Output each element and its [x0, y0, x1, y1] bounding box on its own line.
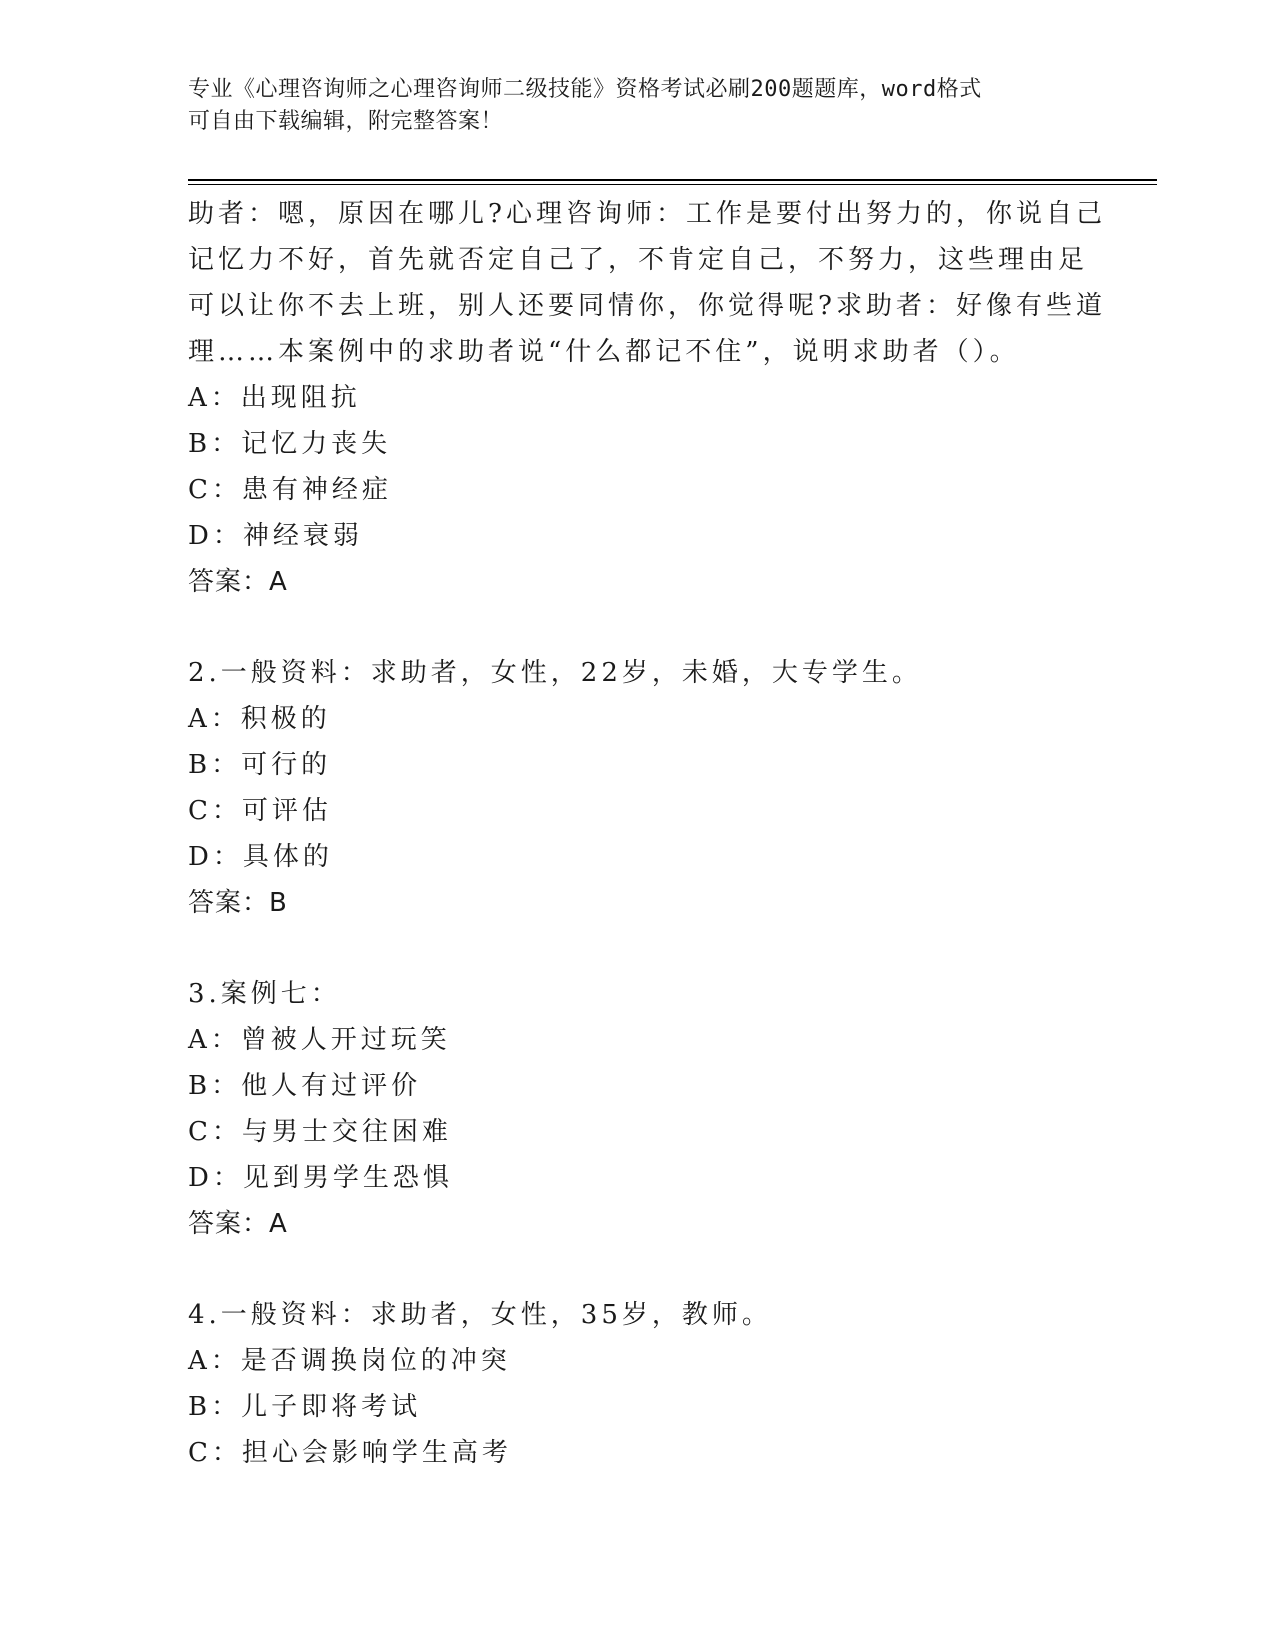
option-a: A：是否调换岗位的冲突	[188, 1346, 511, 1376]
option-a: A：出现阻抗	[188, 383, 361, 413]
header-divider-thin	[188, 184, 1157, 185]
option-c: C：患有神经症	[188, 475, 392, 505]
option-d: D：神经衰弱	[188, 521, 363, 551]
header-line-2: 可自由下载编辑，附完整答案！	[188, 109, 504, 134]
question-stem-line: 可以让你不去上班，别人还要同情你，你觉得呢?求助者：好像有些道	[188, 291, 1106, 321]
question-stem: 3.案例七：	[188, 979, 341, 1009]
answer-line: 答案：A	[188, 1209, 288, 1239]
option-c: C：担心会影响学生高考	[188, 1438, 512, 1468]
question-2	[188, 650, 1088, 926]
header-line-1: 专业《心理咨询师之心理咨询师二级技能》资格考试必刷200题题库，word格式	[188, 77, 982, 102]
option-b: B：可行的	[188, 750, 332, 780]
option-b: B：儿子即将考试	[188, 1392, 422, 1422]
question-gap	[188, 605, 1088, 650]
question-gap	[188, 1247, 1088, 1292]
header-divider-thick	[188, 179, 1157, 181]
question-stem: 2.一般资料：求助者，女性，22岁，未婚，大专学生。	[188, 658, 922, 688]
question-1	[188, 191, 1106, 605]
question-4	[188, 1292, 1088, 1476]
question-3	[188, 971, 1088, 1247]
option-b: B：他人有过评价	[188, 1071, 422, 1101]
question-stem-line: 助者：嗯，原因在哪儿?心理咨询师：工作是要付出努力的，你说自己	[188, 199, 1106, 229]
option-a: A：积极的	[188, 704, 331, 734]
option-d: D：具体的	[188, 842, 333, 872]
question-stem-line: 理……本案例中的求助者说“什么都记不住”，说明求助者（）。	[188, 337, 1020, 367]
option-c: C：与男士交往困难	[188, 1117, 452, 1147]
option-a: A：曾被人开过玩笑	[188, 1025, 451, 1055]
answer-line: 答案：A	[188, 567, 288, 597]
answer-line: 答案：B	[188, 888, 288, 918]
option-d: D：见到男学生恐惧	[188, 1163, 453, 1193]
question-stem: 4.一般资料：求助者，女性，35岁，教师。	[188, 1300, 772, 1330]
document-header	[188, 74, 1088, 138]
option-c: C：可评估	[188, 796, 332, 826]
question-list	[188, 191, 1106, 1476]
question-stem-line: 记忆力不好，首先就否定自己了，不肯定自己，不努力，这些理由足	[188, 245, 1089, 275]
question-gap	[188, 926, 1088, 971]
option-b: B：记忆力丧失	[188, 429, 392, 459]
